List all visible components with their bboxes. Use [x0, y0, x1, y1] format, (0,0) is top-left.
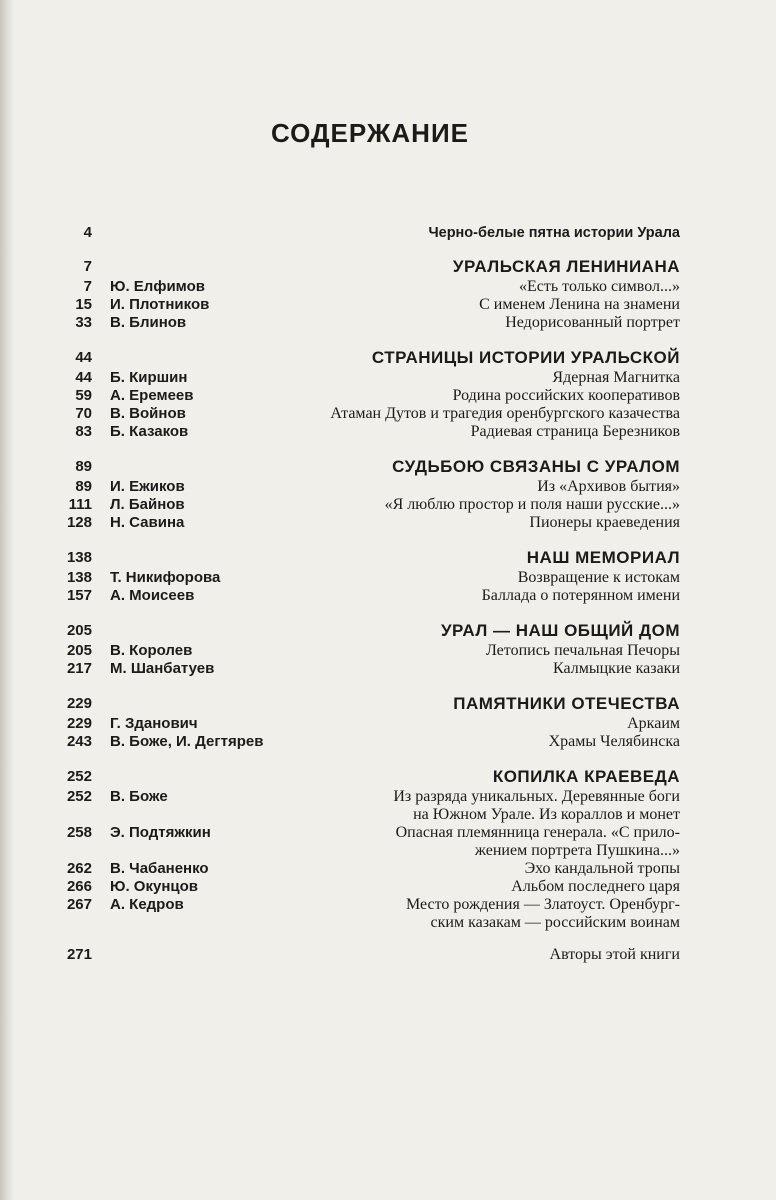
toc-entry: [0, 514, 776, 532]
entry-title: Из разряда уникальных. Деревянные боги: [393, 788, 680, 805]
section-title: НАШ МЕМОРИАЛ: [526, 548, 680, 567]
section-title: СТРАНИЦЫ ИСТОРИИ УРАЛЬСКОЙ: [371, 348, 680, 367]
page-title: СОДЕРЖАНИЕ: [271, 118, 469, 148]
toc-entry: [0, 387, 776, 405]
page-number: 4: [83, 224, 92, 241]
page-number: 229: [66, 715, 92, 732]
author-name: Б. Казаков: [110, 423, 189, 440]
page-number: 266: [66, 878, 92, 895]
page-number: 70: [75, 405, 92, 422]
table-of-contents: [0, 224, 776, 964]
author-name: В. Королев: [110, 642, 193, 659]
entry-title: Альбом последнего царя: [511, 878, 680, 895]
toc-entry-continuation: [0, 806, 776, 824]
author-name: Э. Подтяжкин: [110, 824, 211, 841]
toc-entry: [0, 569, 776, 587]
toc-entry: [0, 496, 776, 514]
entry-title: С именем Ленина на знамени: [479, 296, 680, 313]
author-name: Л. Байнов: [110, 496, 185, 513]
page-number: 205: [66, 622, 92, 639]
section-heading: [0, 349, 776, 369]
author-name: А. Еремеев: [110, 387, 194, 404]
toc-entry: [0, 278, 776, 296]
entry-title: Ядерная Магнитка: [552, 369, 680, 386]
author-name: Б. Киршин: [110, 369, 188, 386]
page-number: 15: [75, 296, 92, 313]
toc-entry-continuation: [0, 914, 776, 932]
author-name: Н. Савина: [110, 514, 185, 531]
page-number: 138: [66, 569, 92, 586]
closing-entry: [0, 946, 776, 964]
toc-entry: [0, 587, 776, 605]
intro-entry: [0, 224, 776, 244]
page-number: 252: [66, 788, 92, 805]
page-number: 205: [66, 642, 92, 659]
page-number: 44: [75, 349, 92, 366]
section-title: ПАМЯТНИКИ ОТЕЧЕСТВА: [453, 694, 680, 713]
entry-title: «Есть только символ...»: [519, 278, 680, 295]
entry-title: Храмы Челябинска: [548, 733, 680, 750]
author-name: Ю. Елфимов: [110, 278, 205, 295]
page-number: 89: [75, 458, 92, 475]
page-number: 157: [66, 587, 92, 604]
entry-title: Калмыцкие казаки: [553, 660, 680, 677]
section-title: КОПИЛКА КРАЕВЕДА: [492, 767, 680, 786]
entry-title: Эхо кандальной тропы: [524, 860, 680, 877]
entry-title: «Я люблю простор и поля наши русские...»: [384, 496, 680, 513]
section-heading: [0, 622, 776, 642]
page-number: 128: [66, 514, 92, 531]
page-number: 229: [66, 695, 92, 712]
entry-title: Недорисованный портрет: [505, 314, 680, 331]
entry-title: Черно-белые пятна истории Урала: [428, 225, 680, 241]
author-name: Г. Зданович: [110, 715, 198, 732]
section-heading: [0, 458, 776, 478]
entry-title: Родина российских кооперативов: [452, 387, 680, 404]
author-name: В. Боже, И. Дегтярев: [110, 733, 264, 750]
page-number: 258: [66, 824, 92, 841]
section-title: СУДЬБОЮ СВЯЗАНЫ С УРАЛОМ: [392, 457, 680, 476]
toc-entry: [0, 660, 776, 678]
entry-title: Опасная племянница генерала. «С прило-: [395, 824, 680, 841]
entry-title: Атаман Дутов и трагедия оренбургского казачества: [330, 405, 680, 422]
section-heading: [0, 258, 776, 278]
author-name: А. Кедров: [110, 896, 184, 913]
page-number: 83: [75, 423, 92, 440]
toc-entry-continuation: [0, 842, 776, 860]
page-number: 267: [66, 896, 92, 913]
entry-title: Баллада о потерянном имени: [481, 587, 680, 604]
section-heading: [0, 768, 776, 788]
author-name: В. Боже: [110, 788, 168, 805]
toc-entry: [0, 896, 776, 914]
entry-title: жением портрета Пушкина...»: [474, 842, 680, 859]
section-title: УРАЛ — НАШ ОБЩИЙ ДОМ: [440, 621, 680, 640]
entry-title: ским казакам — российским воинам: [430, 914, 680, 931]
page-number: 138: [66, 549, 92, 566]
author-name: В. Чабаненко: [110, 860, 209, 877]
section-title: УРАЛЬСКАЯ ЛЕНИНИАНА: [452, 257, 680, 276]
entry-title: Пионеры краеведения: [529, 514, 680, 531]
page-number: 59: [75, 387, 92, 404]
page-number: 262: [66, 860, 92, 877]
toc-entry: [0, 860, 776, 878]
toc-entry: [0, 423, 776, 441]
author-name: М. Шанбатуев: [110, 660, 215, 677]
entry-title: Аркаим: [627, 715, 680, 732]
entry-title: Радиевая страница Березников: [470, 423, 680, 440]
page-number: 271: [66, 946, 92, 963]
toc-entry: [0, 478, 776, 496]
entry-title: Авторы этой книги: [549, 946, 680, 963]
page-number: 252: [66, 768, 92, 785]
toc-entry: [0, 296, 776, 314]
toc-entry: [0, 878, 776, 896]
entry-title: Летопись печальная Печоры: [485, 642, 680, 659]
entry-title: Место рождения — Златоуст. Оренбург-: [406, 896, 680, 913]
page-number: 111: [68, 496, 92, 513]
toc-entry: [0, 824, 776, 842]
page-number: 7: [83, 278, 92, 295]
entry-title: Из «Архивов бытия»: [537, 478, 680, 495]
author-name: А. Моисеев: [110, 587, 195, 604]
entry-title: на Южном Урале. Из кораллов и монет: [413, 806, 680, 823]
toc-entry: [0, 642, 776, 660]
toc-entry: [0, 314, 776, 332]
author-name: И. Ежиков: [110, 478, 185, 495]
page-number: 89: [75, 478, 92, 495]
toc-entry: [0, 733, 776, 751]
author-name: Т. Никифорова: [110, 569, 221, 586]
page-number: 33: [75, 314, 92, 331]
page-number: 44: [75, 369, 92, 386]
section-heading: [0, 549, 776, 569]
section-heading: [0, 695, 776, 715]
page-number: 7: [83, 258, 92, 275]
author-name: И. Плотников: [110, 296, 210, 313]
author-name: В. Войнов: [110, 405, 186, 422]
page-number: 243: [66, 733, 92, 750]
entry-title: Возвращение к истокам: [517, 569, 680, 586]
author-name: Ю. Окунцов: [110, 878, 198, 895]
toc-entry: [0, 715, 776, 733]
author-name: В. Блинов: [110, 314, 187, 331]
page-number: 217: [66, 660, 92, 677]
toc-entry: [0, 788, 776, 806]
toc-entry: [0, 405, 776, 423]
toc-entry: [0, 369, 776, 387]
